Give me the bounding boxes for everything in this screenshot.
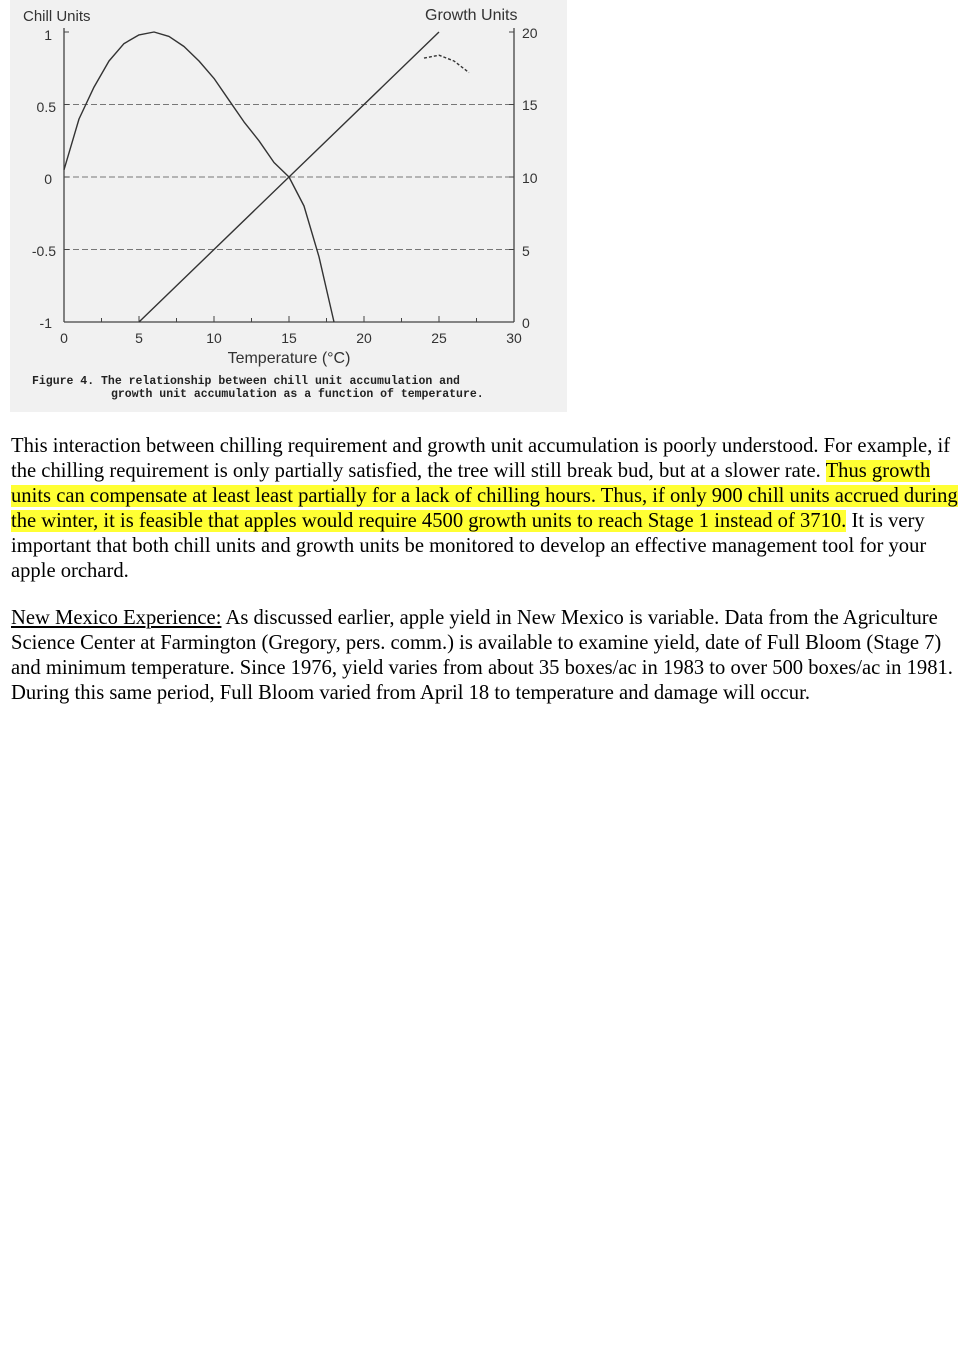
x-tick-label: 15 <box>281 330 297 346</box>
right-tick-label: 20 <box>522 25 538 41</box>
right-tick-label: 10 <box>522 170 538 186</box>
x-tick-label: 10 <box>206 330 222 346</box>
left-tick-label: 1 <box>44 27 52 43</box>
paragraph-text: As discussed earlier, apple yield in New Mexico is variable. Data from the Agriculture Science Center at Farmington (Gregory, pers. comm.) is available to examine yield, date of Full Bloom (Stage 7) and minimum temperature. Since 1976, yield varies from about 35 boxes/ac in 1983 to over 500 boxes/ac in 1981. During this same period, Full Bloom varied from April 18 to temperature and damage will occur. <box>11 607 953 704</box>
left-tick-label: -1 <box>39 315 52 331</box>
right-tick-label: 0 <box>522 315 530 331</box>
highlighted-text: Thus growth units can compensate at least least partially for a lack of chilling hours. Thus, if only 900 chill units accrued during the winter, it is feasible that apples would require 4500 growth units to reach Stage 1 instead of 3710. <box>11 460 958 532</box>
x-tick-label: 20 <box>356 330 372 346</box>
x-axis-title: Temperature (°C) <box>227 350 351 367</box>
chill-growth-chart <box>10 0 567 412</box>
x-tick-label: 30 <box>506 330 522 346</box>
left-axis-title: Chill Units <box>23 8 91 25</box>
figure-caption-line2: growth unit accumulation as a function of temperature. <box>111 388 484 401</box>
x-tick-label: 5 <box>135 330 143 346</box>
left-tick-label: -0.5 <box>31 243 56 259</box>
left-tick-label: 0 <box>44 171 52 187</box>
paragraph-text: It is very important that both chill units and growth units be monitored to develop an effective management tool for your apple orchard. <box>11 510 927 582</box>
paragraph-text: This interaction between chilling requirement and growth unit accumulation is poorly understood. For example, if the chilling requirement is only partially satisfied, the tree will still break bud, but at a slower rate. <box>11 435 951 482</box>
paragraph-chilling <box>11 434 959 584</box>
left-tick-label: 0.5 <box>36 99 56 115</box>
growth-units-dashed-curve <box>424 55 469 72</box>
right-axis-title: Growth Units <box>425 7 518 24</box>
figure-caption-line1: Figure 4. The relationship between chill unit accumulation and <box>32 375 460 388</box>
body-text <box>11 434 959 728</box>
x-tick-label: 25 <box>431 330 447 346</box>
section-heading: New Mexico Experience: <box>11 607 222 629</box>
x-tick-label: 0 <box>60 330 68 346</box>
right-tick-label: 5 <box>522 243 530 259</box>
right-tick-label: 15 <box>522 97 538 113</box>
paragraph-new-mexico <box>11 606 959 706</box>
figure <box>10 0 567 412</box>
